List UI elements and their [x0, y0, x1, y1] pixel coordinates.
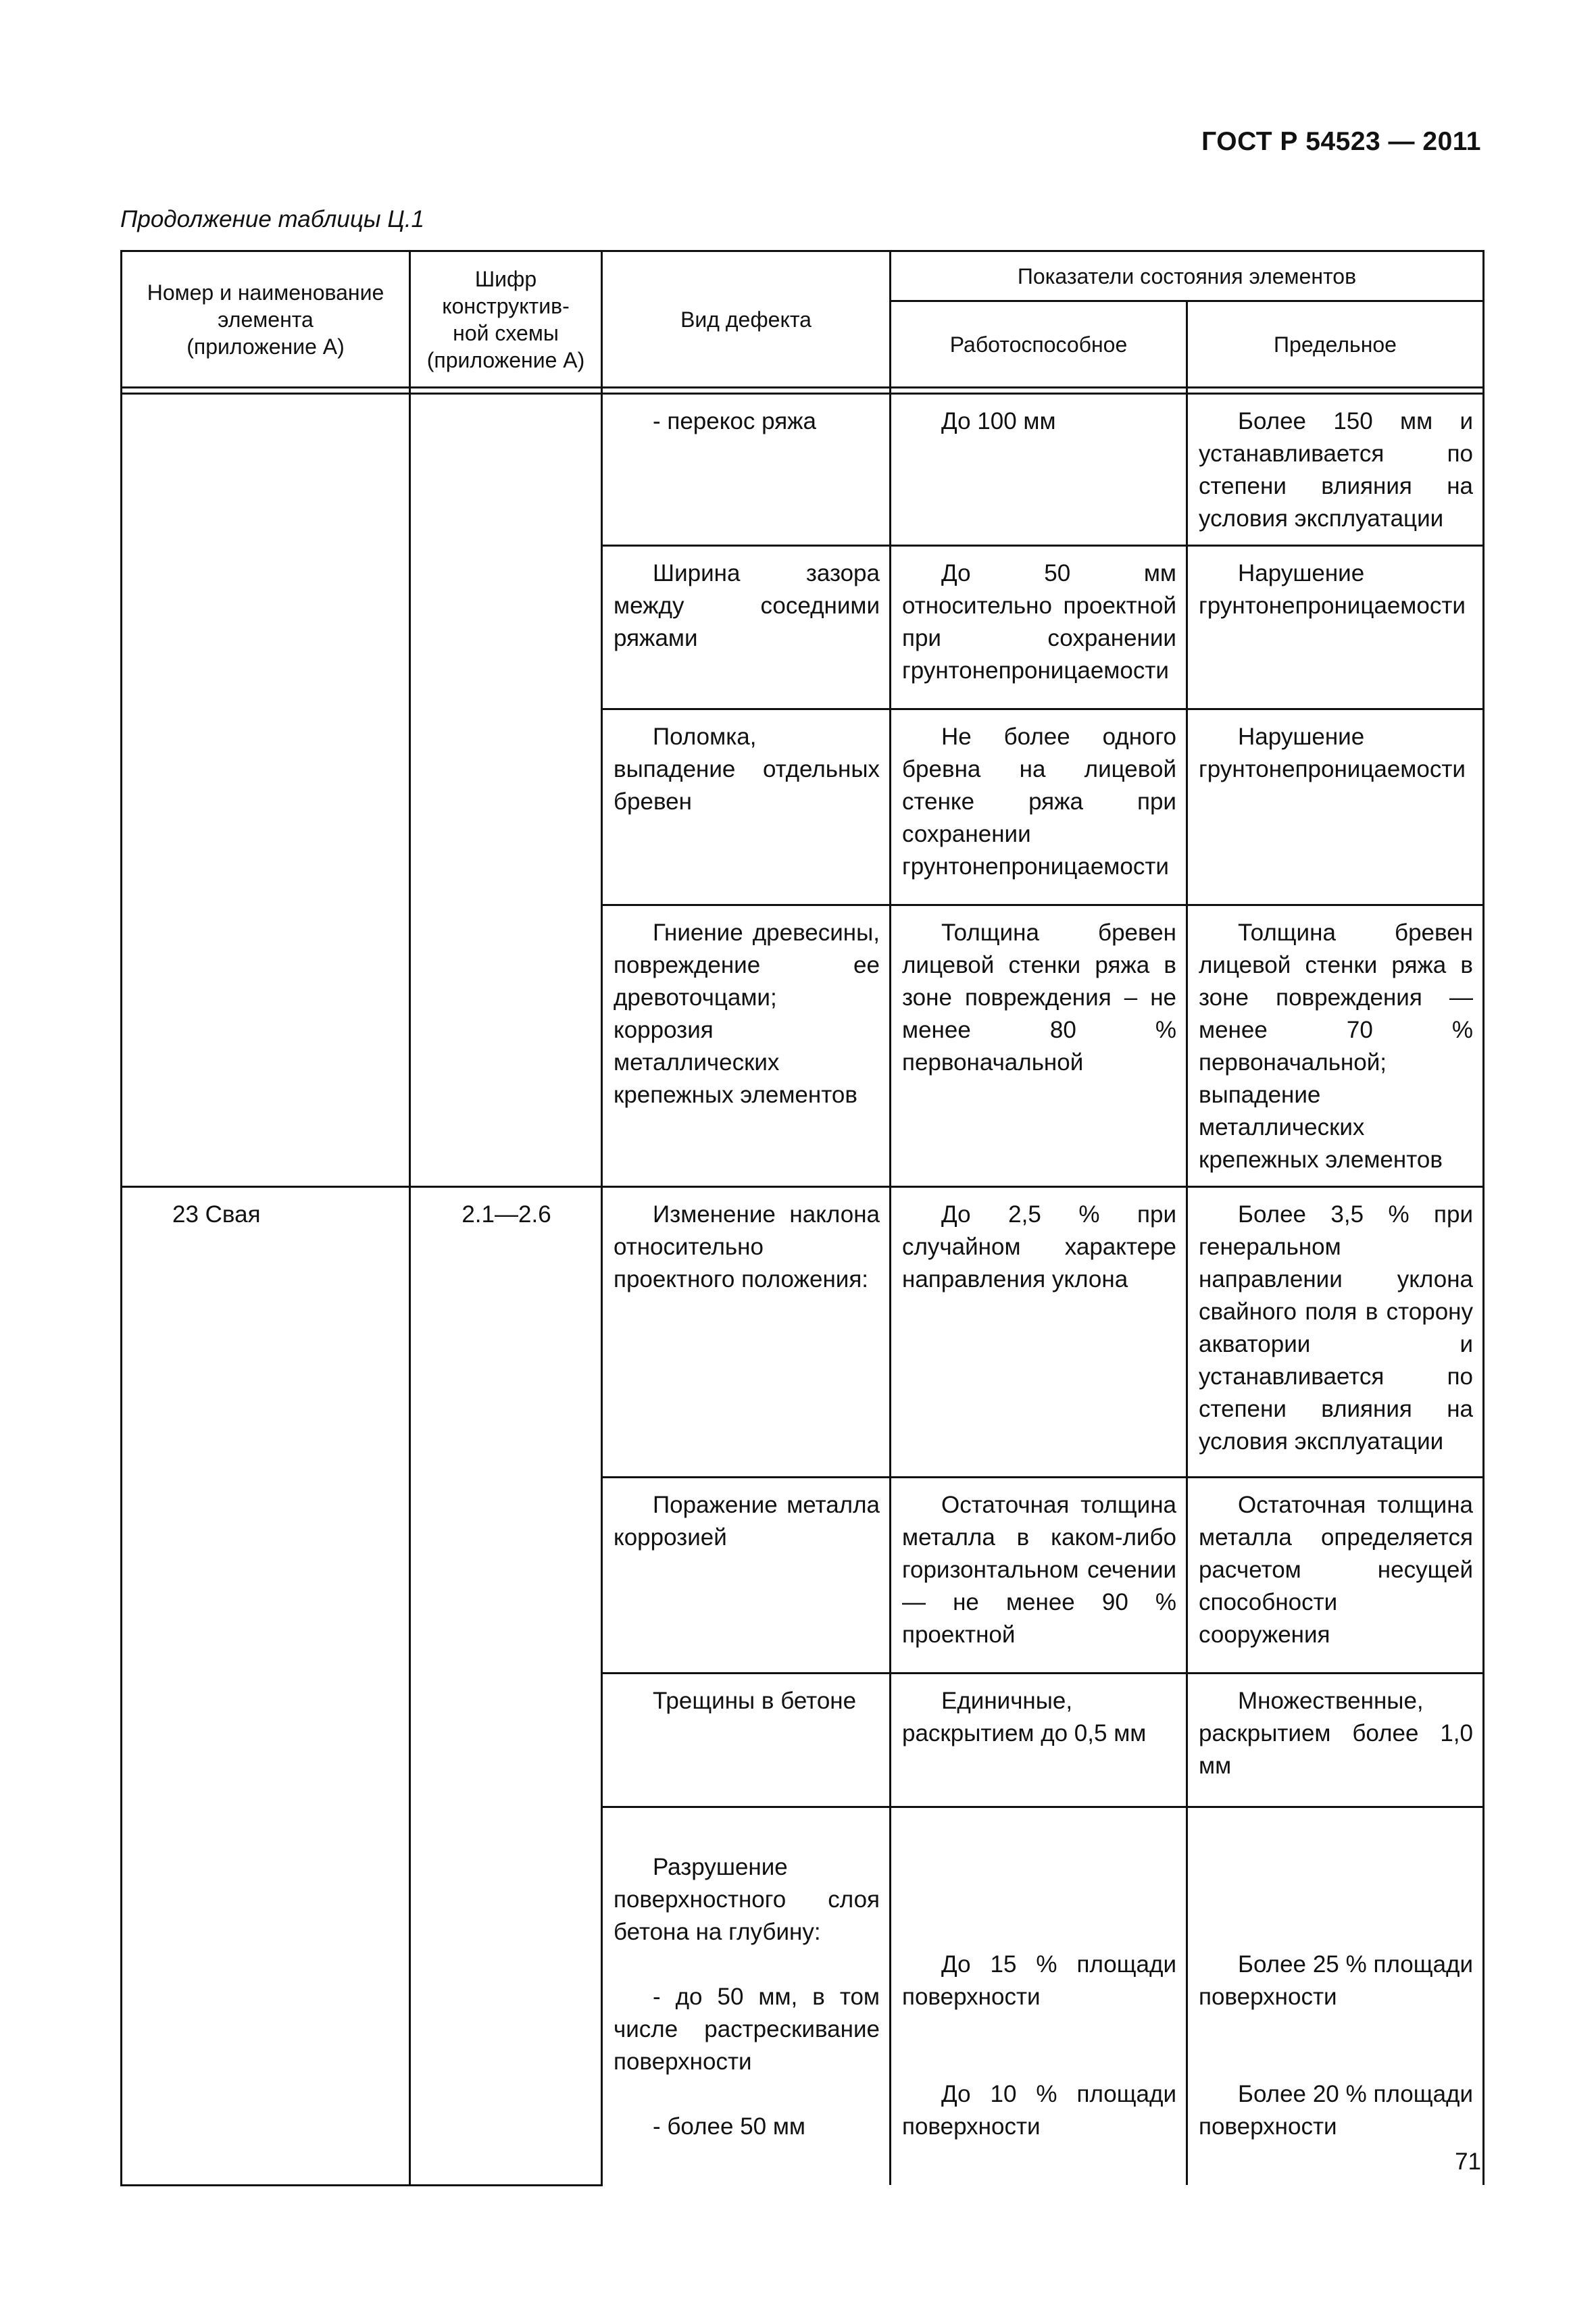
workable-cell: До 100 мм	[891, 394, 1187, 546]
workable-cell: До 2,5 % при случайном характере направления уклона	[891, 1187, 1187, 1478]
code-cell: 2.1—2.6	[410, 1187, 602, 2186]
defect-cell: Поражение металла коррозией	[602, 1478, 891, 1674]
limit-cell: Нарушение грунтонепроницаемости	[1187, 709, 1484, 905]
limit-sub-item: Более 25 % площади поверхности	[1199, 1951, 1474, 2010]
workable-cell: Не более одного бревна на лицевой стенке ряжа при сохранении грунтонепроницаемости	[891, 709, 1187, 905]
table-caption: Продолжение таблицы Ц.1	[120, 206, 425, 232]
defect-cell: - перекос ряжа	[602, 394, 891, 546]
defect-cell: Поломка, выпадение отдельных бревен	[602, 709, 891, 905]
element-cell: 23 Свая	[122, 1187, 410, 2186]
defect-cell: Ширина зазора между соседними ряжами	[602, 546, 891, 709]
defect-sub-item: - более 50 мм	[653, 2113, 805, 2140]
col-header-indicators: Показатели состояния элементов	[891, 251, 1484, 301]
page-number: 71	[1455, 2148, 1481, 2175]
col-header-defect: Вид дефекта	[602, 251, 891, 388]
defect-cell	[602, 1807, 891, 2186]
workable-cell: До 50 мм относительно проектной при сохранении грунтонепроницаемости	[891, 546, 1187, 709]
col-header-element: Номер и наименование элемента (приложение А)	[122, 251, 410, 388]
table-row	[122, 1187, 1484, 1478]
limit-sub-item: Более 20 % площади поверхности	[1199, 2081, 1474, 2140]
defect-main-text: Разрушение поверхностного слоя бетона на глубину:	[614, 1854, 880, 1945]
document-code: ГОСТ Р 54523 — 2011	[1201, 127, 1481, 156]
col-header-code: Шифр конструктив- ной схемы (приложение А)	[410, 251, 602, 388]
limit-cell: Множественные, раскрытием более 1,0 мм	[1187, 1674, 1484, 1807]
col-header-workable: Работоспособное	[891, 301, 1187, 388]
defect-cell: Гниение древесины, повреждение ее древоточцами; коррозия металлических крепежных элементов	[602, 905, 891, 1187]
header-separator	[122, 388, 1484, 394]
defects-table	[120, 250, 1485, 2186]
defect-sub-item: - до 50 мм, в том числе растрескивание поверхности	[614, 1984, 880, 2075]
limit-cell: Остаточная толщина металла определяется расчетом несущей способности сооружения	[1187, 1478, 1484, 1674]
col-header-limit: Предельное	[1187, 301, 1484, 388]
defect-cell: Изменение наклона относительно проектного положения:	[602, 1187, 891, 1478]
workable-cell: Единичные, раскрытием до 0,5 мм	[891, 1674, 1187, 1807]
workable-sub-item: До 10 % площади поверхности	[902, 2081, 1176, 2140]
workable-sub-item: До 15 % площади поверхности	[902, 1951, 1176, 2010]
limit-cell	[1187, 1807, 1484, 2186]
workable-cell: Остаточная толщина металла в каком-либо горизонтальном сечении — не менее 90 % проектной	[891, 1478, 1187, 1674]
workable-cell: Толщина бревен лицевой стенки ряжа в зоне повреждения – не менее 80 % первоначальной	[891, 905, 1187, 1187]
limit-cell: Более 3,5 % при генеральном направлении уклона свайного поля в сторону акватории и устанавливается по степени влияния на условия эксплуатации	[1187, 1187, 1484, 1478]
code-cell	[410, 394, 602, 1187]
workable-cell	[891, 1807, 1187, 2186]
limit-cell: Более 150 мм и устанавливается по степени влияния на условия эксплуатации	[1187, 394, 1484, 546]
limit-cell: Толщина бревен лицевой стенки ряжа в зоне повреждения — менее 70 % первоначальной; выпадение металлических крепежных элементов	[1187, 905, 1484, 1187]
limit-cell: Нарушение грунтонепроницаемости	[1187, 546, 1484, 709]
element-cell	[122, 394, 410, 1187]
defect-cell: Трещины в бетоне	[602, 1674, 891, 1807]
table-row	[122, 394, 1484, 546]
